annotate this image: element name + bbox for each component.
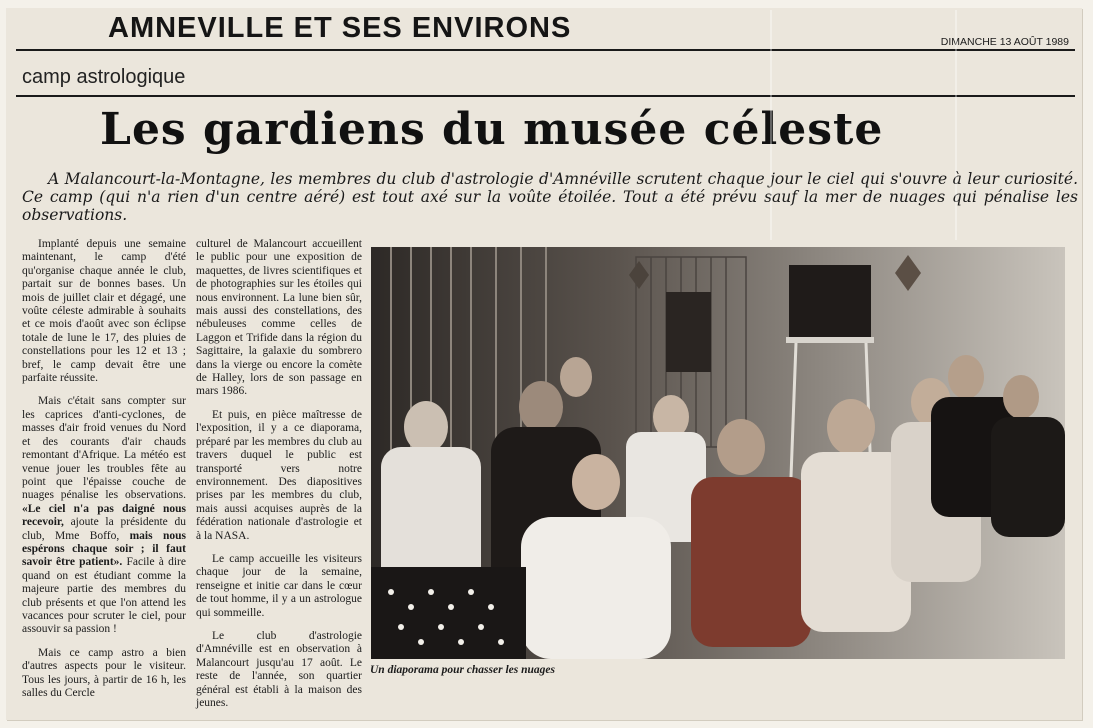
rubric-label: camp astrologique <box>22 66 186 88</box>
rubric-rule <box>16 95 1075 97</box>
text-run: ajoute la présidente du club, Mme Boffo, <box>22 516 186 542</box>
publication-date: DIMANCHE 13 AOÛT 1989 <box>940 36 1069 48</box>
photo-illustration <box>371 247 1065 659</box>
article-column-2 <box>196 238 362 720</box>
paragraph: Et puis, en pièce maîtresse de l'exposition, il y a ce diaporama, préparé par les membres du club au travers duquel le public est transporté vers notre environnement. Des diapositives prises par les membres du club, mais aussi acquises auprès de la fédération nationale d'astrologie et à la NASA. <box>196 408 362 542</box>
text-run: Mais c'était sans compter sur les caprices d'anti-cyclones, de masses d'air froid venues du Nord et des courants d'air chauds remontant d'Afrique. La météo est venue jouer les troubles fête au point que l'épaisse couche de nuages pénalise les observations. <box>22 395 186 502</box>
quote-bold: «Le ciel n'a pas daigné nous recevoir, <box>22 502 186 529</box>
photo-caption: Un diaporama pour chasser les nuages <box>370 664 555 676</box>
paragraph: Implanté depuis une semaine maintenant, le camp d'été qu'organise chaque année le club, partait sur de bonnes bases. Un mois de juillet clair et dégagé, une voûte céleste admirable à souhaits et ce mois d'août avec son éclipse totale de lune le 17, des pluies de constellations pour les 12 et 13 ; bref, le camp devait être une parfaite réussite. <box>22 238 186 385</box>
paper-fold <box>770 10 772 240</box>
article-headline: Les gardiens du musée céleste <box>100 104 884 155</box>
paragraph <box>22 395 186 636</box>
paragraph: culturel de Malancourt accueillent le public pour une exposition de maquettes, de livres scientifiques et de photographies sur les étoiles qui nous environnent. La lune bien sûr, mais aussi des constellations, des nébuleuses comme celles de Laggon et Trifide dans la région du Sagittaire, la galaxie du sombrero dans la vierge ou encore la comète de Halley, lors de son passage en mars 1986. <box>196 238 362 398</box>
text-run: Facile à dire quand on est étudiant comme la majeure partie des membres du club présents et que l'on attend les vacances pour scruter le ciel, pour assouvir sa passion ! <box>22 556 186 636</box>
article-photo <box>371 247 1065 659</box>
header-rule <box>16 49 1075 51</box>
article-lede: A Malancourt-la-Montagne, les membres du club d'astrologie d'Amnéville scrutent chaque jour le ciel qui s'ouvre à leur curiosité. Ce camp (qui n'a rien d'un centre aéré) est tout axé sur la voûte étoilée. Tout a été prévu sauf la mer de nuages qui pénalise les observations. <box>22 170 1078 224</box>
quote-bold: mais nous espérons chaque soir ; il faut savoir être patient». <box>22 529 186 569</box>
paper-fold <box>955 10 957 240</box>
paragraph: Mais ce camp astro a bien d'autres aspects pour le visiteur. Tous les jours, à partir de 16 h, les salles du Cercle <box>22 646 186 699</box>
section-header: AMNEVILLE ET SES ENVIRONS <box>108 12 572 44</box>
paragraph: Le club d'astrologie d'Amnéville est en observation à Malancourt jusqu'au 17 août. Le reste de l'année, son quartier général est établi à la maison des jeunes. <box>196 629 362 709</box>
article-column-1 <box>22 238 186 710</box>
paragraph: Le camp accueille les visiteurs chaque jour de la semaine, renseigne et initie car dans le cœur de tout homme, il y a un astrologue qui sommeille. <box>196 552 362 619</box>
